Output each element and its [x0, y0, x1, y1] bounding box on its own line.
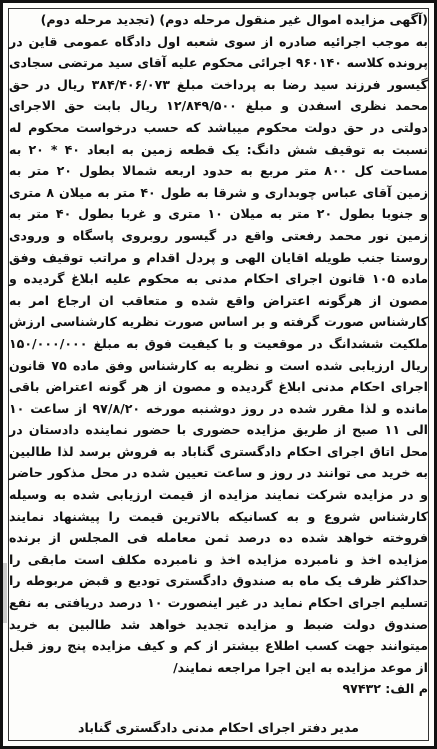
notice-signature: مدیر دفتر اجرای احکام مدنی دادگستری گناباد [78, 720, 359, 735]
notice-title: (آگهی مزایده اموال غیر منقول مرحله دوم) (تجدید مرحله دوم) [40, 12, 428, 27]
notice-body: به موجب اجرائیه صادره از سوی شعبه اول دادگاه عمومی قاین در پرونده کلاسه ۹۶۰۱۴۰ اجرائی محکوم علیه آقای سید مرتضی سجادی گیسور فرزند سید رضا به پرداخت مبلغ ۳۸۴/۴۰۶/۰۷۳ ریال در حق محمد نظری اسفدن و مبلغ ۱۲/۸۴۹/۵۰۰ ریال بابت حق الاجرای دولتی در حق دولت محکوم میباشد که حسب درخواست محکوم له نسبت به توقیف شش دانگ: یک قطعه زمین به ابعاد ۴۰ * ۲۰ به مساحت کل ۸۰۰ متر مربع به حدود اربعه شمالا بطول ۲۰ متر به زمین آقای عباس چوبداری و شرقا به طول ۴۰ متر به میلان ۸ متری و جنوبا بطول ۲۰ متر به میلان ۱۰ متری و غربا بطول ۴۰ متر به زمین نور محمد رفعتی واقع در گیسور روبروی پاسگاه و ورودی روستا جنب طویله اقایان الهی و پردل اقدام و مراتب توقیف وفق ماده ۱۰۵ قانون اجرای احکام مدنی به محکوم علیه ابلاغ گردیده و مصون از هرگونه اعتراض واقع شده و متعاقب ان ارجاع امر به کارشناس صورت گرفته و بر اساس صورت نظریه کارشناسی ارزش ملکیت ششدانگ در موقعیت و با کیفیت فوق به مبلغ ۱۵۰/۰۰۰/۰۰۰ ریال ارزیابی شده است و نظریه به کارشناس وفق ماده ۷۵ قانون اجرای احکام مدنی ابلاغ گردیده و مصون از هر گونه اعتراض باقی مانده و لذا مقرر شده در روز دوشنبه مورخه ۹۷/۸/۲۰ از ساعت ۱۰ الی ۱۱ صبح از طریق مزایده حضوری با حضور نماینده دادستان در محل اتاق اجرای احکام دادگستری گناباد به فروش برسد لذا طالبین به خرید می توانند در روز و ساعت تعیین شده در محل مذکور حاضر و در مزایده شرکت نمایند مزایده از قیمت ارزیابی شده به وسیله کارشناس شروع و به کسانیکه بالاترین قیمت را پیشنهاد نمایند فروخته خواهد شده ده درصد ثمن معامله فی المجلس از برنده مزایده اخذ و نامبرده مزایده اخذ و نامبرده مکلف است مابقی را حداکثر ظرف یک ماه به صندوق دادگستری تودیع و قبض مربوطه را تسلیم اجرای احکام نماید در غیر اینصورت ۱۰ درصد دریافتی به نفع صندوق دولت ضبط و مزایده تجدید خواهد شد طالبین به خرید میتوانند جهت کسب اطلاع بیشتر از کم و کیف مزایده پنج روز قبل از موعد مزایده به این اجرا مراجعه نمایند/ [9, 33, 429, 675]
notice-text [9, 9, 428, 700]
fold-shadow [3, 563, 7, 623]
notice-code: م الف: ۹۷۴۳۲ [342, 681, 428, 697]
